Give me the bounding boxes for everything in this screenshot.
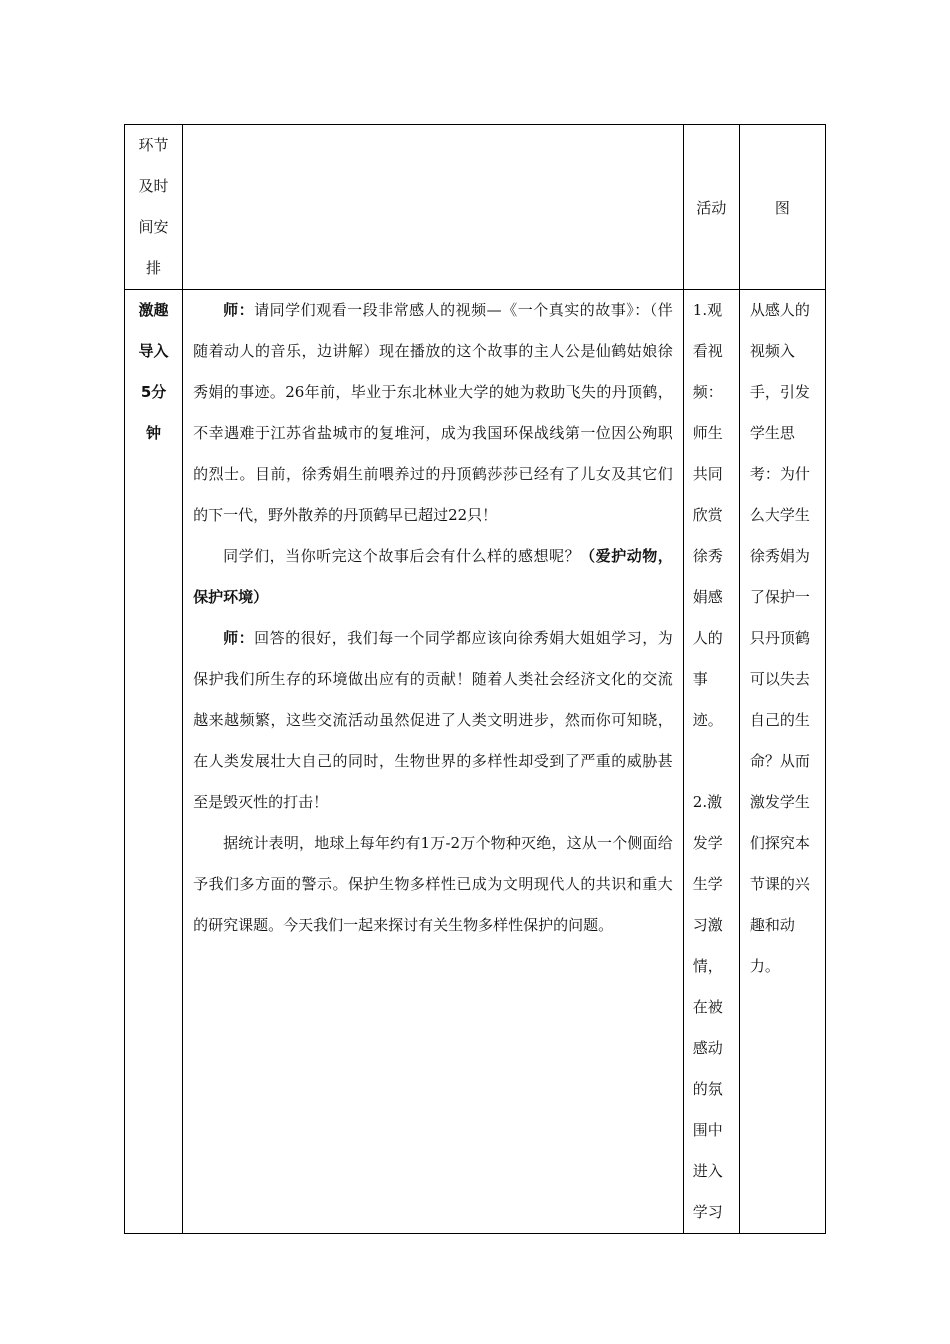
paragraph-text: 据统计表明，地球上每年约有1万-2万个物种灭绝，这从一个侧面给予我们多方面的警示。保护生物多样性已成为文明现代人的共识和重大的研究课题。今天我们一起来探讨有关生物多样性保护的问题。 xyxy=(193,834,673,934)
header-stage-cell xyxy=(125,125,183,290)
header-intent-cell xyxy=(739,125,825,290)
header-row xyxy=(125,125,826,290)
design-intent-text: 从感人的视频入手，引发学生思考：为什么大学生徐秀娟为了保护一只丹顶鹤可以失去自己的生命？从而激发学生们探究本节课的兴趣和动力。 xyxy=(749,301,810,975)
paragraph-question xyxy=(193,536,673,618)
expected-answer: （爱护动物，保护环境） xyxy=(193,547,673,606)
speaker-label: 师： xyxy=(223,629,255,647)
activity-item-1: 1.观看视频：师生共同欣赏徐秀娟感人的事迹。 xyxy=(692,301,723,729)
lesson-plan-table xyxy=(124,124,826,1234)
header-content-cell xyxy=(183,125,684,290)
paragraph-teacher-response xyxy=(193,618,673,823)
paragraph-text: 请同学们观看一段非常感人的视频—《一个真实的故事》：（伴随着动人的音乐，边讲解）现在播放的这个故事的主人公是仙鹤姑娘徐秀娟的事迹。26年前，毕业于东北林业大学的她为救助飞失的丹顶鹤，不幸遇难于江苏省盐城市的复堆河，成为我国环保战线第一位因公殉职的烈士。目前，徐秀娟生前喂养过的丹顶鹤莎莎已经有了儿女及其它们的下一代，野外散养的丹顶鹤早已超过22只！ xyxy=(193,301,673,524)
stage-cell xyxy=(125,290,183,1234)
activity-spacer xyxy=(693,741,733,782)
header-activity-cell xyxy=(683,125,739,290)
intent-cell xyxy=(739,290,825,1234)
stage-line: 5分 xyxy=(140,383,167,401)
activity-item-2: 2.激发学生学习激情，在被感动的氛围中进入学习 xyxy=(692,793,723,1221)
activity-cell xyxy=(683,290,739,1234)
paragraph-teacher-intro xyxy=(193,290,673,536)
stage-line: 钟 xyxy=(146,424,162,442)
table-row xyxy=(125,290,826,1234)
stage-line: 导入 xyxy=(138,342,169,360)
header-stage-line: 环节 xyxy=(138,136,169,154)
header-activity-label: 活动 xyxy=(696,198,727,217)
paragraph-text: 同学们，当你听完这个故事后会有什么样的感想呢？ xyxy=(223,547,581,565)
stage-line: 激趣 xyxy=(138,301,169,319)
speaker-label: 师： xyxy=(223,301,255,319)
paragraph-text: 回答的很好，我们每一个同学都应该向徐秀娟大姐姐学习，为保护我们所生存的环境做出应有的贡献！随着人类社会经济文化的交流越来越频繁，这些交流活动虽然促进了人类文明进步，然而你可知晓，在人类发展壮大自己的同时，生物世界的多样性却受到了严重的威胁甚至是毁灭性的打击！ xyxy=(193,629,673,811)
header-stage-line: 及时 xyxy=(138,177,169,195)
header-stage-line: 间安 xyxy=(138,218,169,236)
header-intent-label: 图 xyxy=(774,198,790,217)
header-stage-line: 排 xyxy=(146,259,162,277)
content-cell xyxy=(183,290,684,1234)
paragraph-statistics xyxy=(193,823,673,946)
